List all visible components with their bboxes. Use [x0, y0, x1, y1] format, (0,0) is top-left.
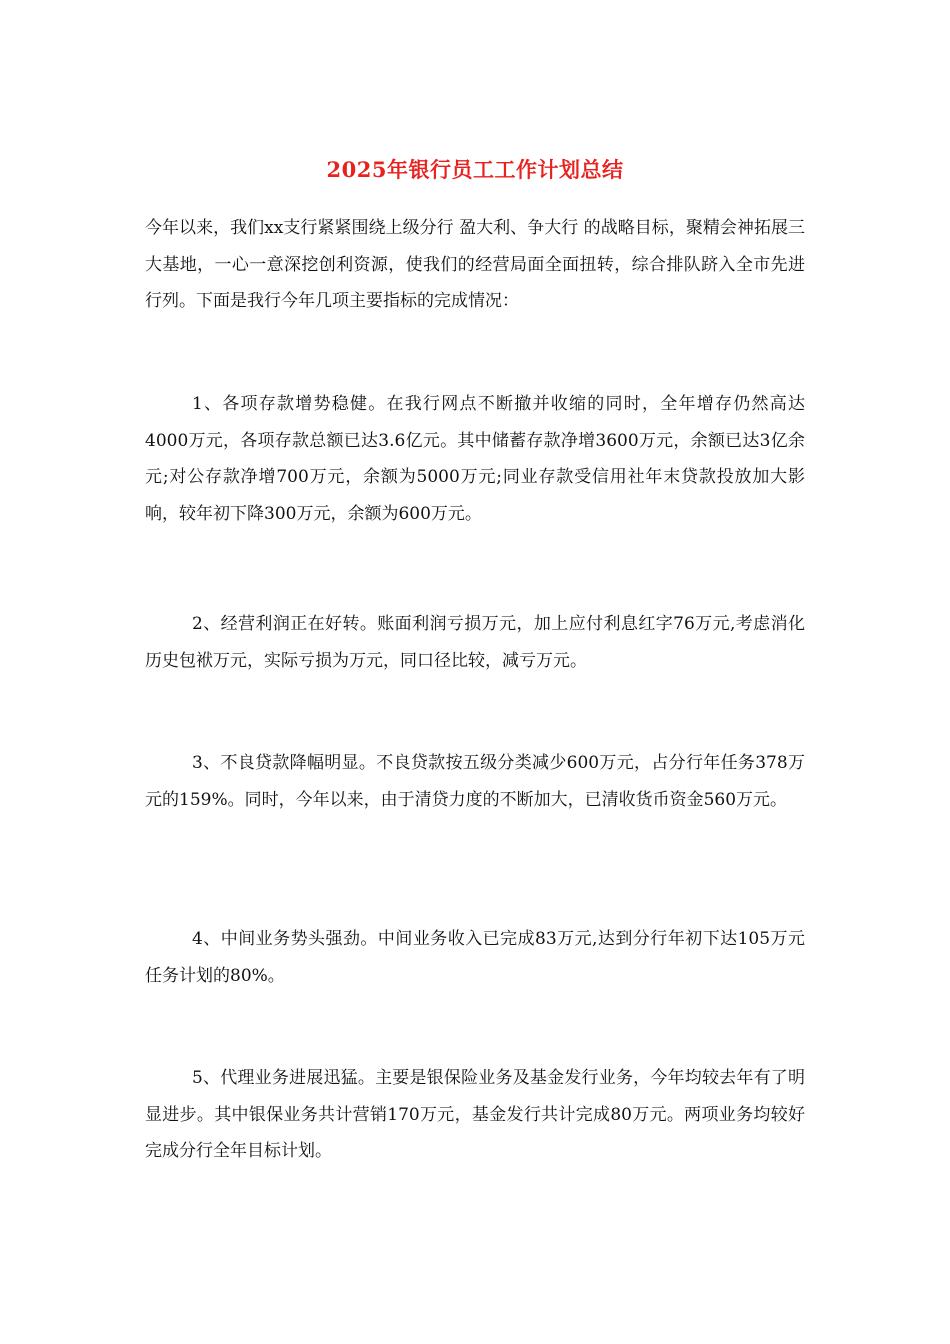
item-paragraph-3: 3、不良贷款降幅明显。不良贷款按五级分类减少600万元，占分行年任务378万元的159%。同时，今年以来，由于清贷力度的不断加大，已清收货币资金560万元。 — [145, 753, 805, 810]
document-title: 2025年银行员工工作计划总结 — [326, 157, 624, 182]
intro-paragraph: 今年以来，我们xx支行紧紧围绕上级分行 盈大利、争大行 的战略目标，聚精会神拓展三大基地，一心一意深挖创利资源，使我们的经营局面全面扭转，综合排队跻入全市先进行列。下面是我行今年几项主要指标的完成情况： — [145, 218, 805, 311]
item-paragraph-5: 5、代理业务进展迅猛。主要是银保险业务及基金发行业务，今年均较去年有了明显进步。其中银保业务共计营销170万元，基金发行共计完成80万元。两项业务均较好完成分行全年目标计划。 — [145, 1068, 805, 1161]
item-paragraph-1: 1、各项存款增势稳健。在我行网点不断撤并收缩的同时，全年增存仍然高达4000万元，各项存款总额已达3.6亿元。其中储蓄存款净增3600万元，余额已达3亿余元;对公存款净增700万元，余额为5000万元;同业存款受信用社年末贷款投放加大影响，较年初下降300万元，余额为600万元。 — [145, 394, 805, 524]
item-paragraph-4: 4、中间业务势头强劲。中间业务收入已完成83万元,达到分行年初下达105万元任务计划的80%。 — [145, 929, 805, 986]
item-paragraph-2: 2、经营利润正在好转。账面利润亏损万元，加上应付利息红字76万元,考虑消化历史包袱万元，实际亏损为万元，同口径比较，减亏万元。 — [145, 614, 805, 671]
